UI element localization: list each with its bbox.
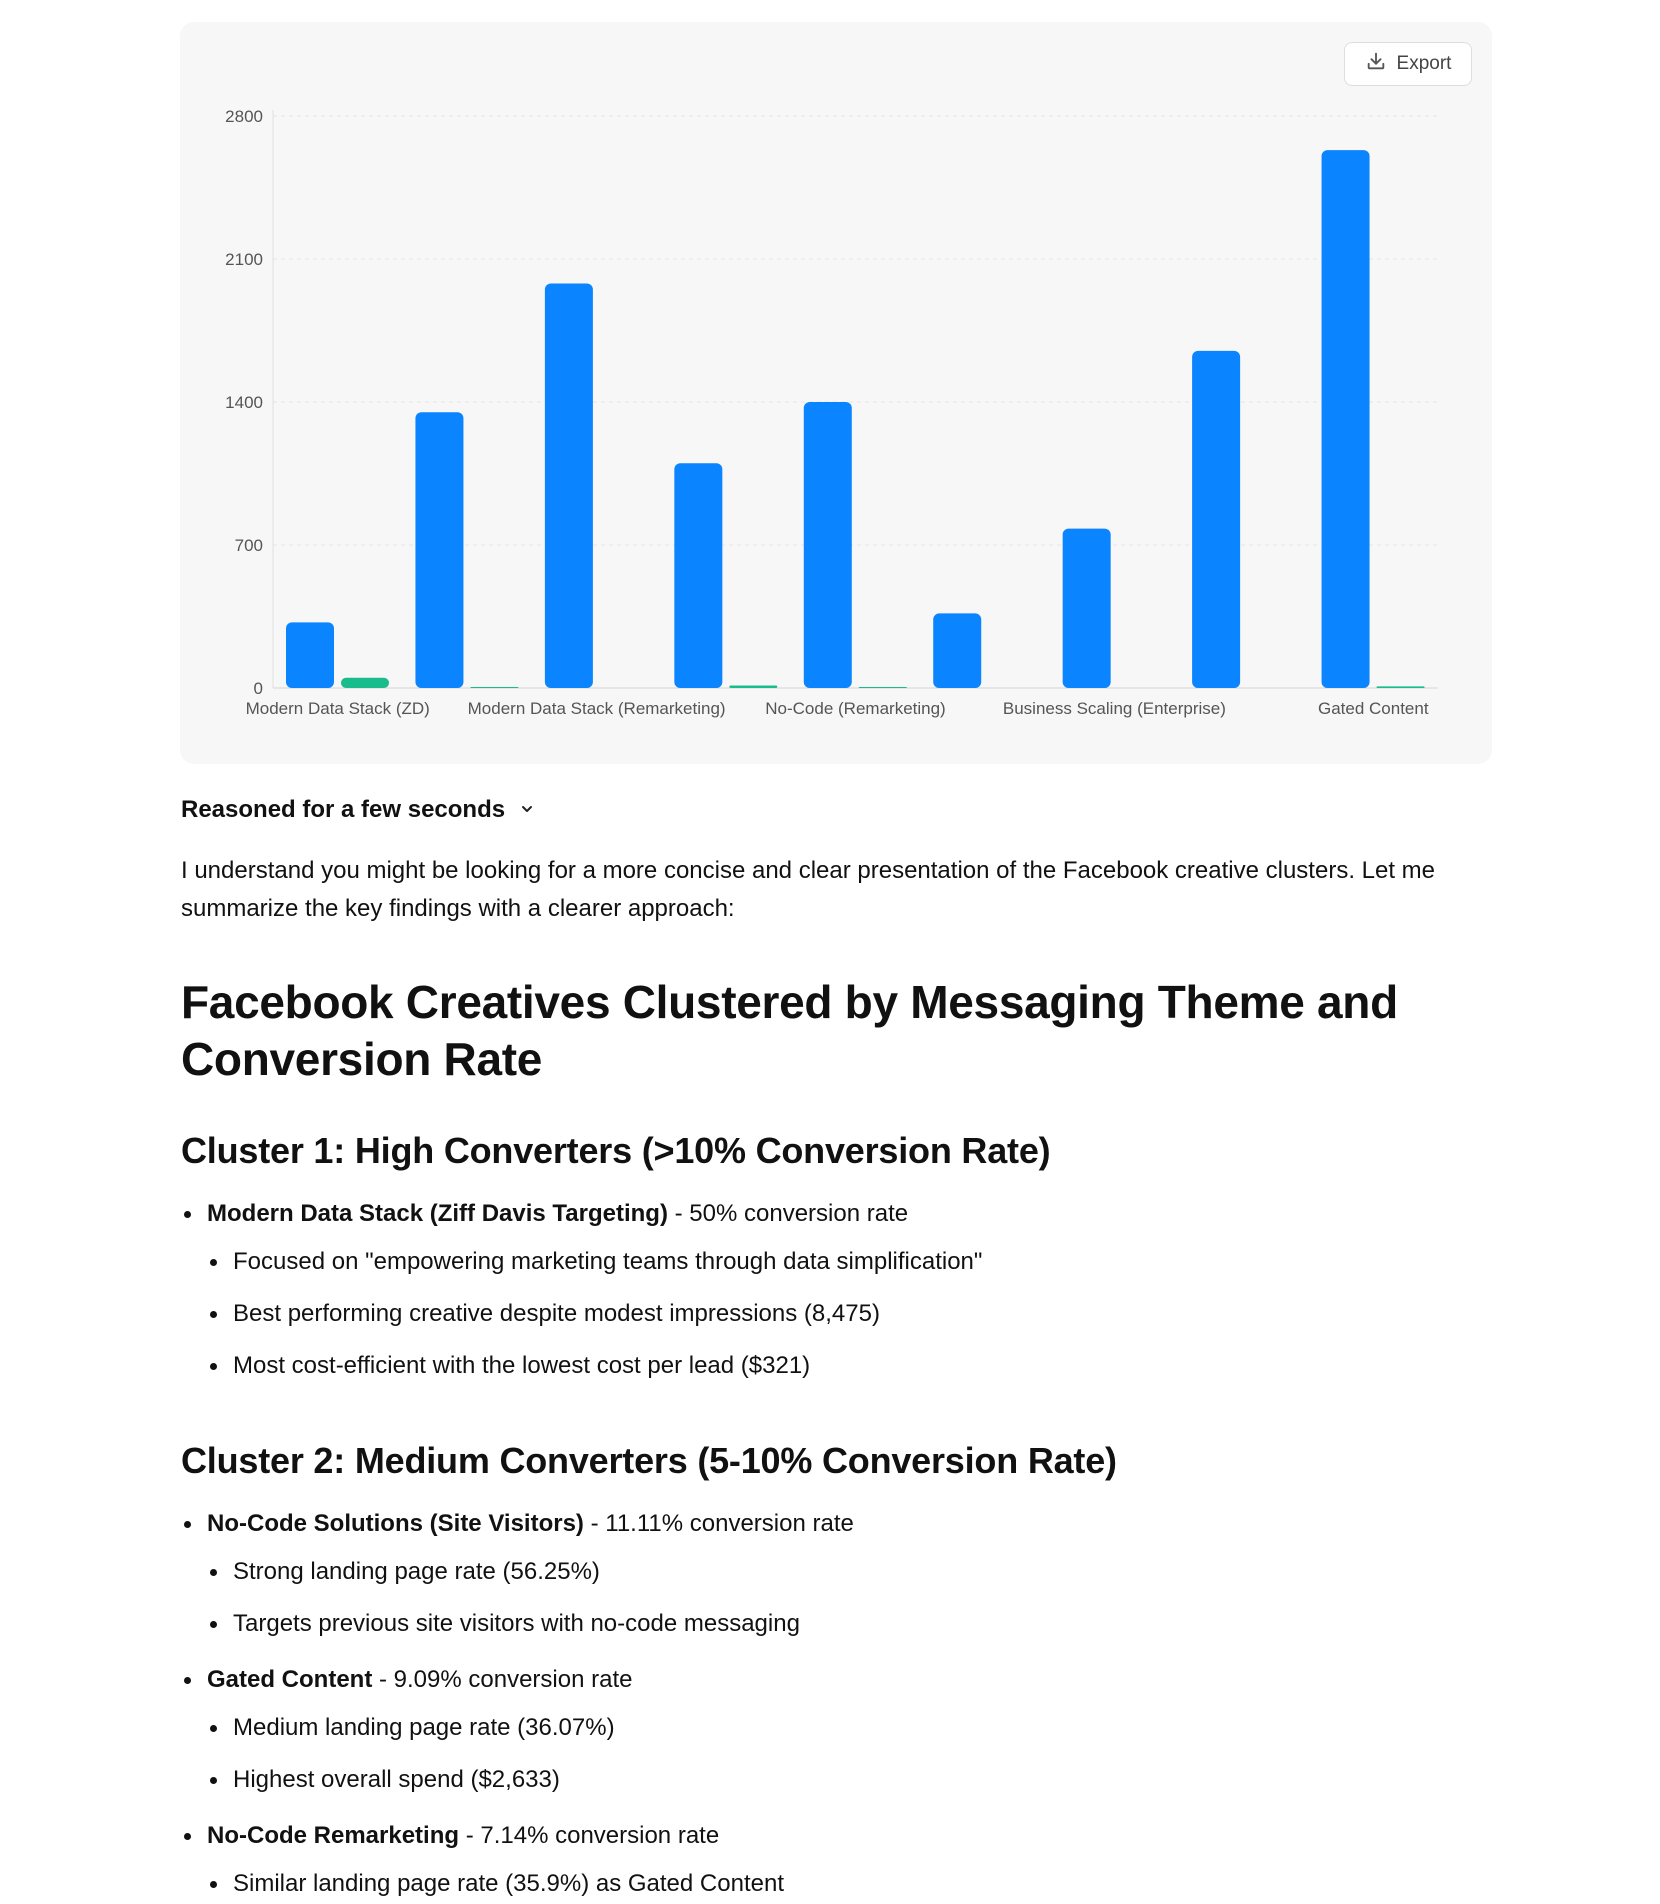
x-tick-label: Modern Data Stack (ZD) bbox=[245, 699, 430, 718]
conversion-rate: - 50% conversion rate bbox=[667, 1200, 909, 1227]
creative-name: No-Code Solutions (Site Visitors) bbox=[207, 1510, 584, 1537]
creative-name: No-Code Remarketing bbox=[207, 1822, 460, 1849]
download-icon bbox=[1365, 50, 1387, 78]
y-tick-label: 0 bbox=[253, 679, 263, 698]
bar-series-1[interactable] bbox=[804, 402, 852, 688]
conversion-rate: - 11.11% conversion rate bbox=[583, 1510, 854, 1537]
cluster-2-list bbox=[181, 1502, 1491, 1904]
cluster-1-list bbox=[181, 1192, 1491, 1392]
creative-name: Modern Data Stack (Ziff Davis Targeting) bbox=[207, 1200, 668, 1227]
bar-series-2[interactable] bbox=[859, 687, 907, 688]
cluster-2-heading: Cluster 2: Medium Converters (5-10% Conversion Rate) bbox=[181, 1440, 1117, 1481]
x-tick-label: No-Code (Remarketing) bbox=[765, 699, 946, 718]
chart-card bbox=[180, 22, 1492, 764]
y-tick-label: 2100 bbox=[225, 250, 263, 269]
detail-item: Medium landing page rate (36.07%) bbox=[207, 1702, 1491, 1754]
bar-series-1[interactable] bbox=[1322, 150, 1370, 688]
x-tick-label: Business Scaling (Enterprise) bbox=[1002, 699, 1226, 718]
bar-series-1[interactable] bbox=[545, 284, 593, 688]
detail-item: Highest overall spend ($2,633) bbox=[207, 1754, 1491, 1806]
detail-list bbox=[207, 1702, 1491, 1806]
bar-series-1[interactable] bbox=[674, 463, 722, 688]
reasoning-toggle[interactable] bbox=[181, 790, 1491, 830]
detail-item: Targets previous site visitors with no-code messaging bbox=[207, 1598, 1491, 1650]
list-item bbox=[181, 1814, 1491, 1904]
detail-item: Most cost-efficient with the lowest cost per lead ($321) bbox=[207, 1340, 1491, 1392]
bar-series-1[interactable] bbox=[1192, 351, 1240, 688]
detail-item: Focused on "empowering marketing teams through data simplification" bbox=[207, 1236, 1491, 1288]
x-tick-label: Modern Data Stack (Remarketing) bbox=[467, 699, 726, 718]
chevron-down-icon bbox=[519, 796, 535, 824]
bar-series-2[interactable] bbox=[729, 686, 777, 688]
x-tick-label: Gated Content bbox=[1317, 699, 1429, 718]
detail-item: Similar landing page rate (35.9%) as Gated Content bbox=[207, 1858, 1491, 1904]
y-tick-label: 2800 bbox=[225, 107, 263, 126]
bar-chart bbox=[180, 22, 1492, 764]
export-label: Export bbox=[1396, 53, 1452, 74]
list-item bbox=[181, 1192, 1491, 1392]
bar-series-1[interactable] bbox=[286, 622, 334, 688]
detail-list bbox=[207, 1858, 1491, 1904]
response-content bbox=[181, 790, 1491, 1904]
y-tick-label: 1400 bbox=[225, 393, 263, 412]
list-item bbox=[181, 1502, 1491, 1650]
detail-item: Strong landing page rate (56.25%) bbox=[207, 1546, 1491, 1598]
reasoning-label: Reasoned for a few seconds bbox=[181, 796, 506, 823]
conversion-rate: - 9.09% conversion rate bbox=[372, 1666, 633, 1693]
conversion-rate: - 7.14% conversion rate bbox=[459, 1822, 720, 1849]
bar-series-1[interactable] bbox=[415, 412, 463, 688]
bar-series-2[interactable] bbox=[1377, 686, 1425, 688]
bar-series-1[interactable] bbox=[933, 613, 981, 688]
bar-series-2[interactable] bbox=[470, 687, 518, 688]
bar-series-1[interactable] bbox=[1063, 529, 1111, 688]
detail-item: Best performing creative despite modest impressions (8,475) bbox=[207, 1288, 1491, 1340]
bar-series-2[interactable] bbox=[341, 678, 389, 688]
page-title: Facebook Creatives Clustered by Messaging Theme and Conversion Rate bbox=[181, 976, 1398, 1085]
y-tick-label: 700 bbox=[234, 536, 263, 555]
intro-text: I understand you might be looking for a more concise and clear presentation of the Facebook creative clusters. Let me summarize the key findings with a clearer approach: bbox=[181, 857, 1436, 922]
list-item bbox=[181, 1658, 1491, 1806]
creative-name: Gated Content bbox=[207, 1666, 373, 1693]
cluster-1-heading: Cluster 1: High Converters (>10% Conversion Rate) bbox=[181, 1130, 1051, 1171]
detail-list bbox=[207, 1236, 1491, 1392]
detail-list bbox=[207, 1546, 1491, 1650]
export-button[interactable] bbox=[1344, 42, 1472, 86]
